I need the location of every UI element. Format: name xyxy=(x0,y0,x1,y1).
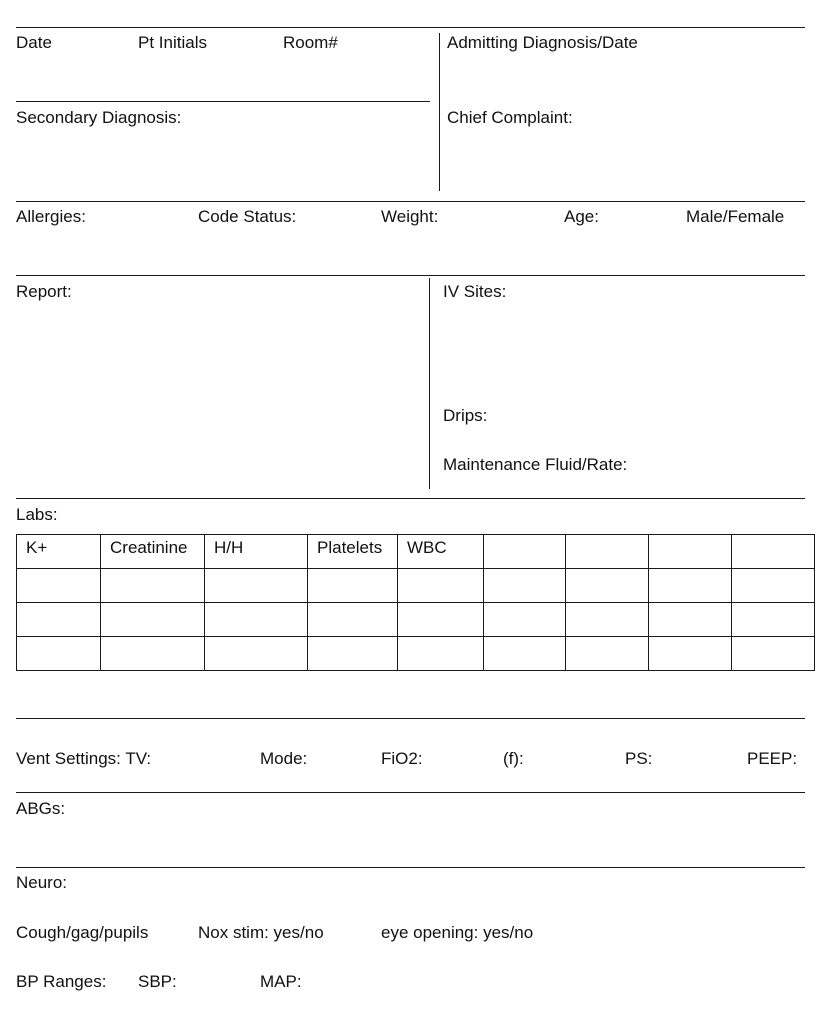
maintenance-fluid-label: Maintenance Fluid/Rate: xyxy=(443,455,628,474)
labs-cell[interactable] xyxy=(649,569,732,603)
eye-opening-label: eye opening: yes/no xyxy=(381,923,534,942)
labs-cell[interactable] xyxy=(732,603,815,637)
labs-header-cell: Creatinine xyxy=(101,535,205,569)
labs-header-cell: WBC xyxy=(398,535,484,569)
labs-header-cell: Platelets xyxy=(308,535,398,569)
iv-sites-label: IV Sites: xyxy=(443,282,507,301)
labs-header-cell xyxy=(484,535,566,569)
labs-cell[interactable] xyxy=(101,637,205,671)
vent-peep-label: PEEP: xyxy=(747,749,798,768)
labs-cell[interactable] xyxy=(398,603,484,637)
labs-label: Labs: xyxy=(16,505,58,524)
divider-patient-info xyxy=(16,201,805,202)
labs-cell[interactable] xyxy=(205,569,308,603)
labs-cell[interactable] xyxy=(17,603,101,637)
labs-cell[interactable] xyxy=(732,569,815,603)
labs-cell[interactable] xyxy=(566,637,649,671)
neuro-label: Neuro: xyxy=(16,873,68,892)
labs-cell[interactable] xyxy=(484,569,566,603)
labs-cell[interactable] xyxy=(732,637,815,671)
labs-cell[interactable] xyxy=(308,637,398,671)
vent-ps-label: PS: xyxy=(625,749,653,768)
labs-cell[interactable] xyxy=(649,637,732,671)
table-row xyxy=(17,603,815,637)
weight-label: Weight: xyxy=(381,207,439,226)
vent-tv-label: Vent Settings: TV: xyxy=(16,749,152,768)
report-label: Report: xyxy=(16,282,72,301)
secondary-diagnosis-label: Secondary Diagnosis: xyxy=(16,108,182,127)
labs-header-row xyxy=(17,535,815,569)
labs-cell[interactable] xyxy=(484,637,566,671)
vent-mode-label: Mode: xyxy=(260,749,308,768)
labs-cell[interactable] xyxy=(566,569,649,603)
vent-f-label: (f): xyxy=(503,749,524,768)
admitting-diagnosis-label: Admitting Diagnosis/Date xyxy=(447,33,638,52)
header-vertical-divider xyxy=(439,33,440,191)
abgs-label: ABGs: xyxy=(16,799,66,818)
sex-label: Male/Female xyxy=(686,207,785,226)
allergies-label: Allergies: xyxy=(16,207,86,226)
report-vertical-divider xyxy=(429,278,430,489)
date-label: Date xyxy=(16,33,52,52)
labs-cell[interactable] xyxy=(649,603,732,637)
labs-header-cell xyxy=(566,535,649,569)
labs-cell[interactable] xyxy=(308,569,398,603)
labs-cell[interactable] xyxy=(205,637,308,671)
divider-report xyxy=(16,275,805,276)
drips-label: Drips: xyxy=(443,406,488,425)
labs-cell[interactable] xyxy=(205,603,308,637)
divider-top xyxy=(16,27,805,28)
pt-initials-label: Pt Initials xyxy=(138,33,207,52)
sbp-label: SBP: xyxy=(138,972,177,991)
labs-cell[interactable] xyxy=(101,603,205,637)
cough-gag-pupils-label: Cough/gag/pupils xyxy=(16,923,149,942)
table-row xyxy=(17,569,815,603)
chief-complaint-label: Chief Complaint: xyxy=(447,108,573,127)
labs-cell[interactable] xyxy=(398,637,484,671)
labs-cell[interactable] xyxy=(398,569,484,603)
labs-header-cell: K+ xyxy=(17,535,101,569)
divider-labs xyxy=(16,498,805,499)
divider-abgs xyxy=(16,792,805,793)
labs-cell[interactable] xyxy=(17,637,101,671)
bp-ranges-label: BP Ranges: xyxy=(16,972,107,991)
labs-header-cell xyxy=(732,535,815,569)
labs-header-cell: H/H xyxy=(205,535,308,569)
labs-cell[interactable] xyxy=(308,603,398,637)
vent-fio2-label: FiO2: xyxy=(381,749,423,768)
map-label: MAP: xyxy=(260,972,302,991)
labs-cell[interactable] xyxy=(566,603,649,637)
table-row xyxy=(17,637,815,671)
labs-cell[interactable] xyxy=(484,603,566,637)
divider-header-mid xyxy=(16,101,430,102)
labs-table xyxy=(16,534,815,671)
labs-cell[interactable] xyxy=(101,569,205,603)
code-status-label: Code Status: xyxy=(198,207,297,226)
nox-stim-label: Nox stim: yes/no xyxy=(198,923,324,942)
labs-header-cell xyxy=(649,535,732,569)
room-label: Room# xyxy=(283,33,338,52)
age-label: Age: xyxy=(564,207,599,226)
labs-cell[interactable] xyxy=(17,569,101,603)
divider-vent xyxy=(16,718,805,719)
divider-neuro xyxy=(16,867,805,868)
